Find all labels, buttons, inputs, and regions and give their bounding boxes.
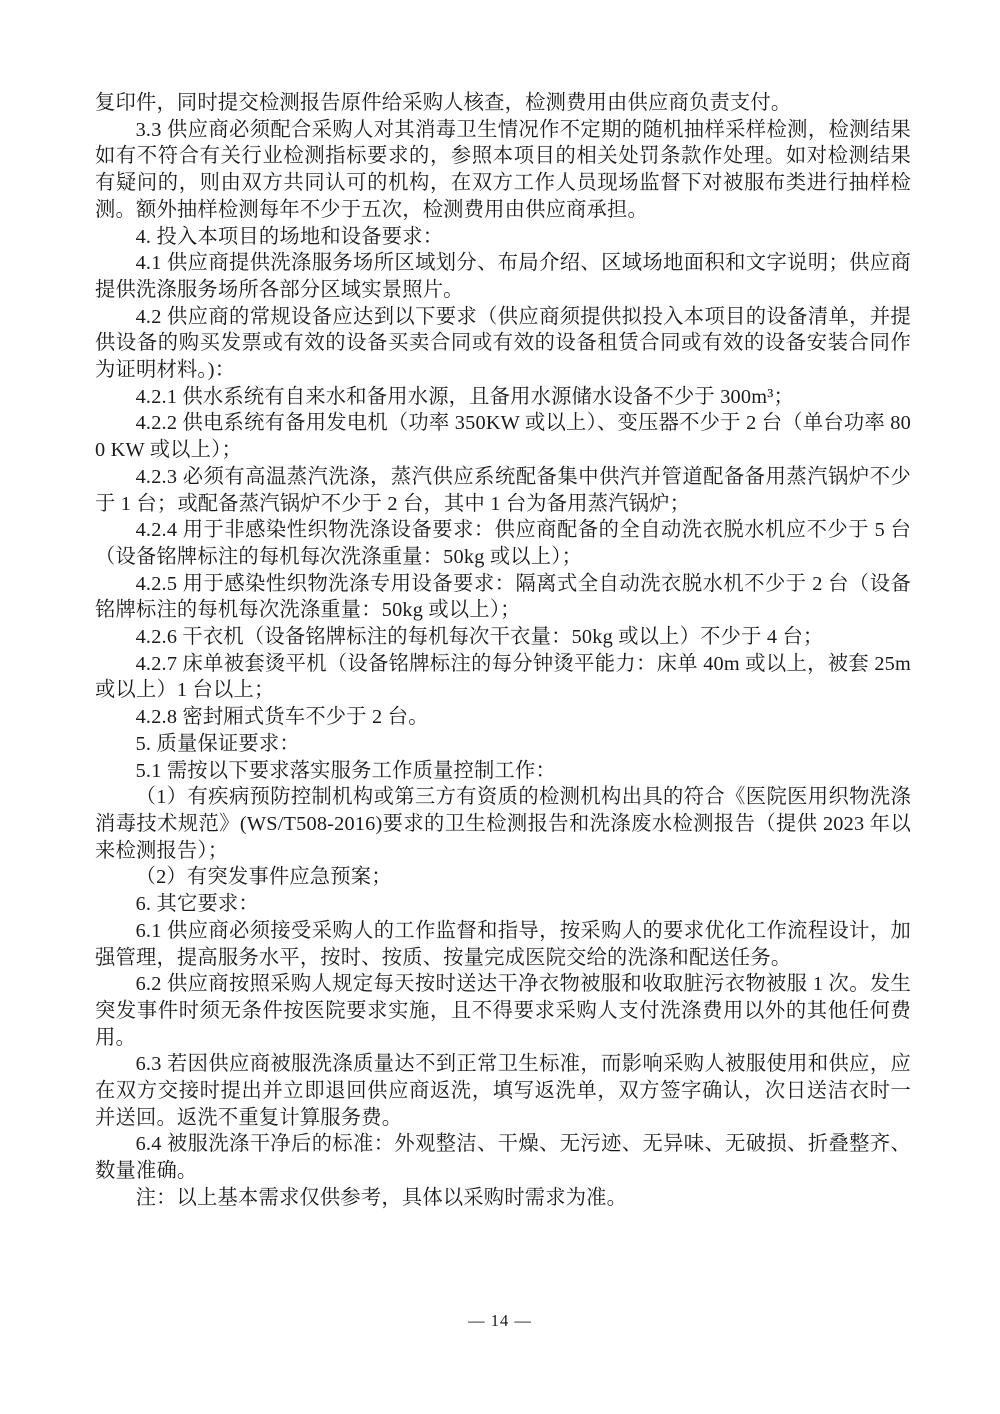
paragraph: 4.2.5 用于感染性织物洗涤专用设备要求：隔离式全自动洗衣脱水机不少于 2 台（设备铭牌标注的每机每次洗涤重量：50kg 或以上）； <box>95 572 911 622</box>
paragraph: （2）有突发事件应急预案； <box>135 866 392 889</box>
paragraph: 4.2.1 供水系统有自来水和备用水源，且备用水源储水设备不少于 300m³； <box>135 385 794 408</box>
paragraph: 4.2.8 密封厢式货车不少于 2 台。 <box>135 706 429 729</box>
paragraph: 3.3 供应商必须配合采购人对其消毒卫生情况作不定期的随机抽样采样检测，检测结果如有不符合有关行业检测指标要求的，参照本项目的相关处罚条款作处理。如对检测结果有疑问的，则由双方共同认可的机构，在双方工作人员现场监督下对被服布类进行抽样检测。额外抽样检测每年不少于五次，检测费用由供应商承担。 <box>95 118 911 221</box>
paragraph: 6.1 供应商必须接受采购人的工作监督和指导，按采购人的要求优化工作流程设计，加强管理，提高服务水平，按时、按质、按量完成医院交给的洗涤和配送任务。 <box>95 919 911 969</box>
paragraph: 复印件，同时提交检测报告原件给采购人核查，检测费用由供应商负责支付。 <box>95 92 792 114</box>
paragraph: 4.2.2 供电系统有备用发电机（功率 350KW 或以上）、变压器不少于 2 台（单台功率 800 KW 或以上）； <box>95 412 911 462</box>
paragraph: 4.1 供应商提供洗涤服务场所区域划分、布局介绍、区域场地面积和文字说明；供应商提供洗涤服务场所各部分区域实景照片。 <box>95 252 911 301</box>
paragraph: 4.2.4 用于非感染性织物洗涤设备要求：供应商配备的全自动洗衣脱水机应不少于 5 台（设备铭牌标注的每机每次洗涤重量：50kg 或以上）； <box>95 519 911 568</box>
paragraph: 6.3 若因供应商被服洗涤质量达不到正常卫生标准，而影响采购人被服使用和供应，应在双方交接时提出并立即退回供应商返洗，填写返洗单，双方签字确认，次日送洁衣时一并送回。返洗不重复计算服务费。 <box>95 1053 911 1129</box>
paragraph: 4. 投入本项目的场地和设备要求： <box>135 225 444 248</box>
paragraph: 4.2.6 干衣机（设备铭牌标注的每机每次干衣量：50kg 或以上）不少于 4 台； <box>135 626 824 649</box>
paragraph: （1）有疾病预防控制机构或第三方有资质的检测机构出具的符合《医院医用织物洗涤消毒技术规范》(WS/T508-2016)要求的卫生检测报告和洗涤废水检测报告（提供 2023 年以来检测报告）； <box>95 786 911 862</box>
paragraph: 6. 其它要求： <box>135 893 259 916</box>
page-number: — 14 — <box>468 1311 532 1330</box>
document-body <box>95 90 911 1212</box>
paragraph: 6.2 供应商按照采购人规定每天按时送达干净衣物被服和收取脏污衣物被服 1 次。发生突发事件时须无条件按医院要求实施，且不得要求采购人支付洗涤费用以外的其他任何费用。 <box>95 973 911 1049</box>
paragraph: 注：以上基本需求仅供参考，具体以采购时需求为准。 <box>135 1186 628 1209</box>
paragraph: 4.2.3 必须有高温蒸汽洗涤，蒸汽供应系统配备集中供汽并管道配备备用蒸汽锅炉不少于 1 台；或配备蒸汽锅炉不少于 2 台，其中 1 台为备用蒸汽锅炉； <box>95 465 911 515</box>
paragraph: 5.1 需按以下要求落实服务工作质量控制工作： <box>135 759 556 782</box>
paragraph: 5. 质量保证要求： <box>135 732 300 755</box>
paragraph: 4.2.7 床单被套烫平机（设备铭牌标注的每分钟烫平能力：床单 40m 或以上，被套 25m 或以上）1 台以上； <box>95 652 911 702</box>
paragraph: 6.4 被服洗涤干净后的标准：外观整洁、干燥、无污迹、无异味、无破损、折叠整齐、数量准确。 <box>95 1133 911 1183</box>
paragraph: 4.2 供应商的常规设备应达到以下要求（供应商须提供拟投入本项目的设备清单，并提供设备的购买发票或有效的设备买卖合同或有效的设备租赁合同或有效的设备安装合同作为证明材料。)： <box>95 305 911 382</box>
